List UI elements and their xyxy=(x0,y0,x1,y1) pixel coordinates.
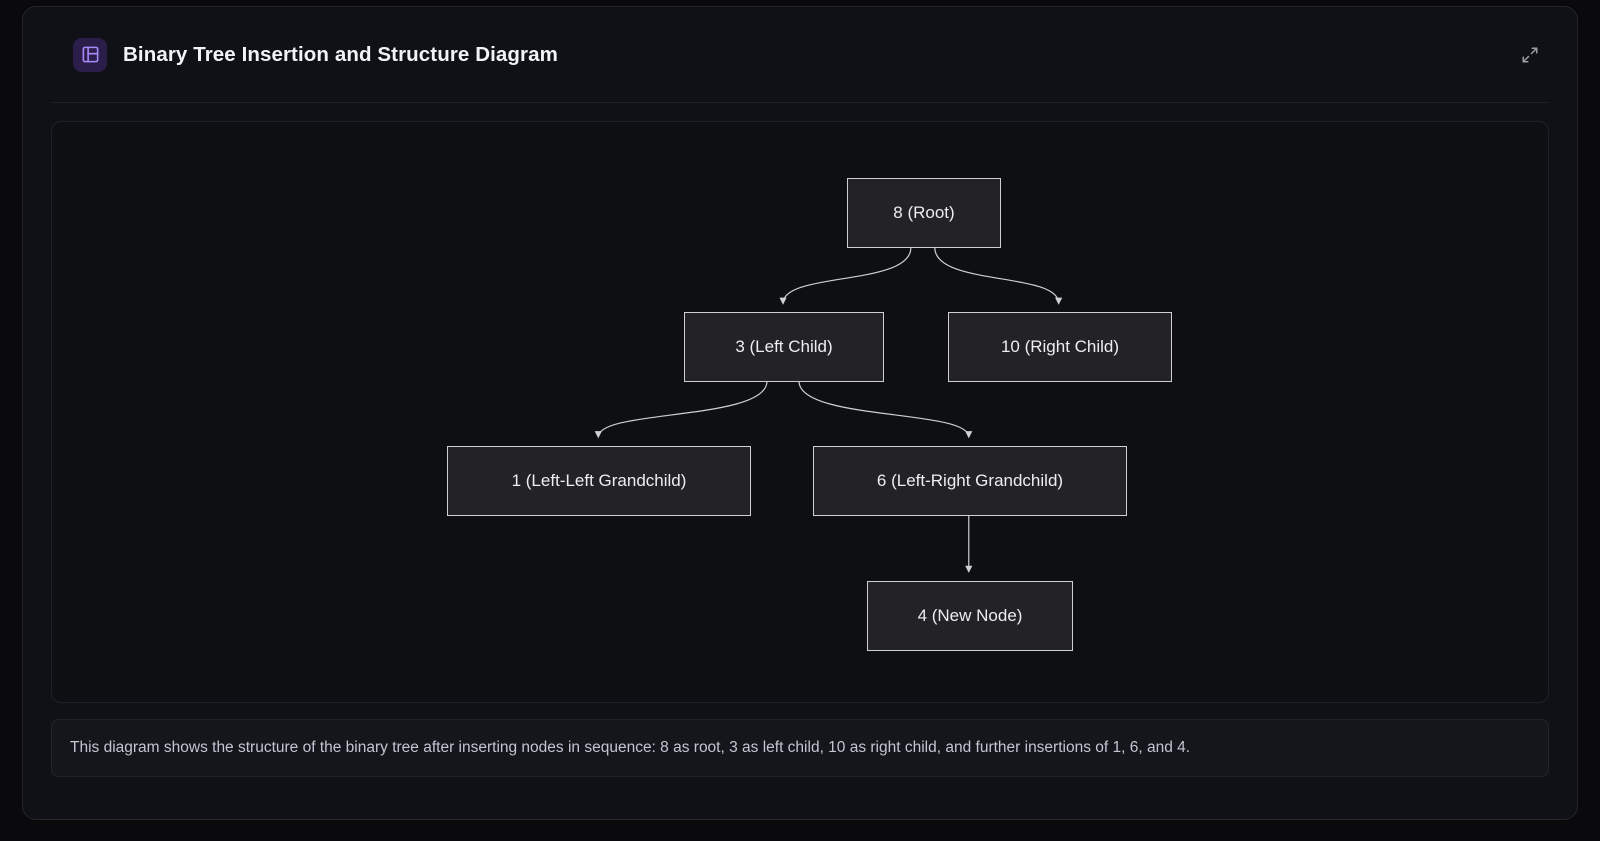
tree-node-label: 1 (Left-Left Grandchild) xyxy=(511,471,687,490)
tree-node-root[interactable] xyxy=(847,178,1001,248)
tree-node-left-left-grandchild[interactable] xyxy=(447,446,751,516)
tree-node-right-child[interactable] xyxy=(948,312,1172,382)
expand-diagonal-icon[interactable] xyxy=(1515,40,1545,70)
tree-node-label: 3 (Left Child) xyxy=(735,337,833,356)
tree-node-left-right-grandchild[interactable] xyxy=(813,446,1127,516)
tree-edges xyxy=(52,122,1548,702)
page-title: Binary Tree Insertion and Structure Diagram xyxy=(123,42,558,66)
diagram-caption xyxy=(51,719,1549,777)
diagram-canvas xyxy=(51,121,1549,703)
card-header xyxy=(51,7,1549,103)
layout-panel-icon xyxy=(73,38,107,72)
diagram-card xyxy=(22,6,1578,820)
tree-node-label: 8 (Root) xyxy=(893,203,955,222)
tree-node-label: 6 (Left-Right Grandchild) xyxy=(876,471,1064,490)
tree-node-label: 10 (Right Child) xyxy=(1000,337,1120,356)
caption-text: This diagram shows the structure of the binary tree after inserting nodes in sequence: 8 as root, 3 as left child, 10 as right child, and further insertions of 1, 6, and 4. xyxy=(70,739,1191,756)
tree-node-new[interactable] xyxy=(867,581,1073,651)
tree-node-label: 4 (New Node) xyxy=(917,606,1023,625)
tree-node-left-child[interactable] xyxy=(684,312,884,382)
